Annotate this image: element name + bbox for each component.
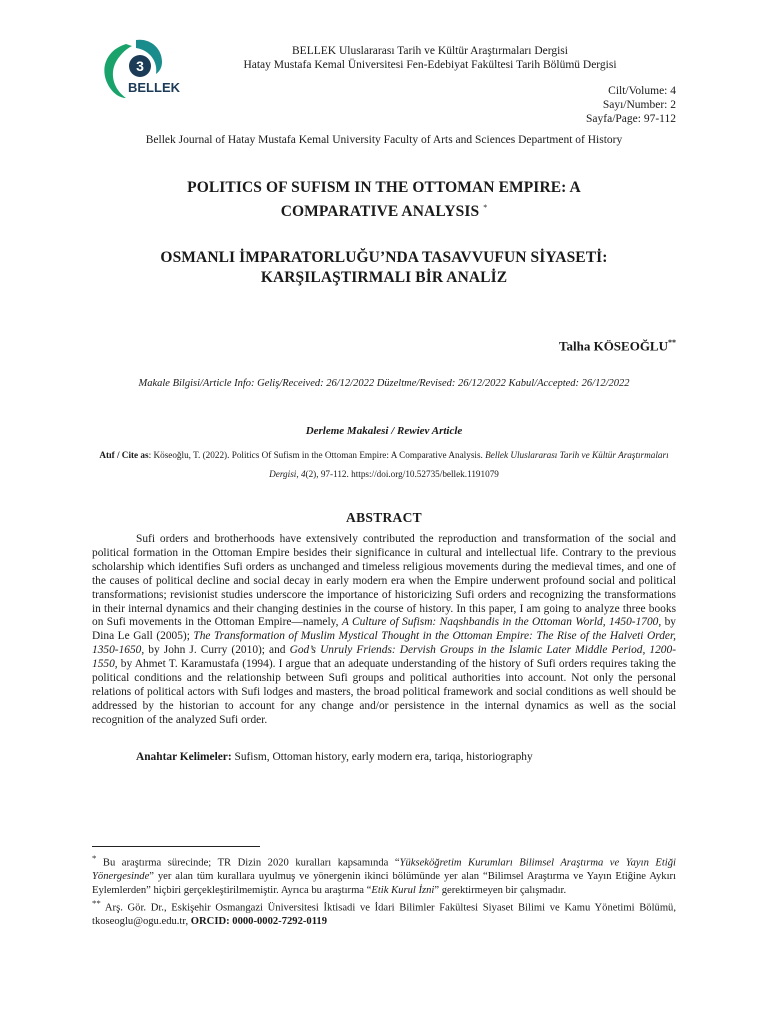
footnote-2-text: Arş. Gör. Dr., Eskişehir Osmangazi Üniversitesi İktisadi ve İdari Bilimler Fakültesi Siyaset Bilimi ve Kamu Yönetimi Bölümü, tkoseoglu@ogu.edu.tr, — [92, 902, 676, 928]
footnote-1-text-a: Bu araştırma sürecinde; TR Dizin 2020 kuralları kapsamında “ — [96, 857, 400, 869]
citation-sep: , — [296, 469, 301, 479]
abstract-text-1: Sufi orders and brotherhoods have extensively contributed the reproduction and transformation of the social and political formation in the Ottoman Empire besides their significance in cultural and intellectual life. Contrary to the previous scholarship which identifies Sufi orders as unchanged and timeless religious movements during the medieval times, and one of the causes of political decline and social decay in early modern era when the Empire underwent profound social and political transformations; revisionist studies underscore the importance of historicizing Sufi orders and recognizing the transformations in their internal dynamics and their changing destinies in the course of history. In this paper, I am going to analyze three books on Sufi movements in the Ottoman Empire—namely, — [92, 533, 676, 629]
citation-journal: Bellek Uluslararası Tarih ve Kültür Araştırmaları Dergisi — [269, 450, 669, 479]
issue-number-label: Sayı/Number: 2 — [602, 99, 676, 111]
title-en-line2 — [120, 198, 648, 222]
footnote-2-mark: ** — [92, 898, 101, 909]
title-tr-line2: KARŞILAŞTIRMALI BİR ANALİZ — [260, 269, 508, 286]
author-name — [559, 338, 676, 354]
abstract-text-3: , by John J. Curry (2010); and — [141, 644, 290, 657]
article-type: Derleme Makalesi / Rewiev Article — [305, 425, 463, 437]
title-tr-line1: OSMANLI İMPARATORLUĞU’NDA TASAVVUFUN SİYASETİ: — [160, 249, 608, 266]
footnote-divider — [92, 846, 260, 847]
citation-volume: 4 — [300, 469, 306, 479]
title-english — [120, 178, 648, 222]
keywords-label: Anahtar Kelimeler: — [136, 751, 232, 763]
abstract-text-4: , by Ahmet T. Karamustafa (1994). I argue that an adequate understanding of the history of Sufi orders requires taking the political conditions and the relationship between Sufi groups and political authorities into account. Not only the personal relations of political actors with Sufi lodges and masters, the broad political framework and social conditions as well should be addressed by the historian to account for any change and/or persistence in the internal dynamics as well as the social recognition of the analyzed Sufi order. — [92, 658, 676, 726]
journal-name-tr: BELLEK Uluslararası Tarih ve Kültür Araştırmaları Dergisi — [292, 45, 568, 57]
footnote-1 — [92, 852, 676, 897]
title-turkish — [120, 248, 648, 288]
page-range-label: Sayfa/Page: 97-112 — [586, 113, 676, 125]
journal-name-en: Bellek Journal of Hatay Mustafa Kemal University Faculty of Arts and Sciences Department of History — [145, 134, 623, 146]
title-en-line2-text: COMPARATIVE ANALYSIS — [280, 203, 480, 221]
abstract-heading: ABSTRACT — [346, 510, 422, 525]
footnote-1-mark: * — [92, 853, 97, 863]
footnotes — [92, 852, 676, 929]
footnote-2-orcid[interactable]: ORCID: 0000-0002-7292-0119 — [190, 916, 328, 928]
volume-label: Cilt/Volume: 4 — [608, 85, 676, 97]
citation-block — [92, 446, 676, 484]
footnote-1-text-b: ” yer alan tüm kurallara uyulmuş ve yönergenin ikinci bölümünde yer alan “Bilimsel Araştırma ve Yayın Etiğine Aykırı Eylemlerden” hiçbiri gerçekleştirilmemiştir. Ayrıca bu araştırma “ — [92, 871, 676, 896]
logo-number: 3 — [136, 58, 144, 74]
abstract-book-3: God’s Unruly Friends: Dervish Groups in the Islamic Later Middle Period, 1200-1550 — [92, 644, 676, 671]
keywords-text: Sufism, Ottoman history, early modern era, tariqa, historiography — [231, 751, 533, 763]
title-en-line1: POLITICS OF SUFISM IN THE OTTOMAN EMPIRE: A — [187, 179, 581, 196]
bellek-logo — [96, 36, 192, 102]
footnote-1-italic-1: Yükseköğretim Kurumları Bilimsel Araştırma ve Yayın Etiği Yönergesinde — [92, 857, 676, 883]
title-footnote-mark[interactable]: * — [483, 203, 488, 212]
footnote-1-italic-2: Etik Kurul İzni — [371, 884, 435, 896]
citation-doi[interactable]: (2), 97-112. https://doi.org/10.52735/bellek.1191079 — [305, 469, 499, 479]
footnote-2 — [92, 897, 676, 929]
abstract-body — [92, 533, 676, 728]
footnote-1-text-c: ” gerektirmeyen bir çalışmadır. — [434, 884, 567, 896]
author-name-text: Talha KÖSEOĞLU — [559, 338, 668, 354]
author-footnote-mark[interactable]: ** — [668, 338, 676, 347]
abstract-book-1: A Culture of Sufism: Naqshbandis in the Ottoman World, 1450-1700 — [341, 616, 659, 629]
keywords — [136, 751, 676, 763]
journal-department-tr: Hatay Mustafa Kemal Üniversitesi Fen-Edebiyat Fakültesi Tarih Bölümü Dergisi — [243, 59, 617, 71]
abstract-book-2: The Transformation of Muslim Mystical Thought in the Ottoman Empire: The Rise of the Halveti Order, 1350-1650 — [92, 630, 676, 657]
citation-text: : Köseoğlu, T. (2022). Politics Of Sufism in the Ottoman Empire: A Comparative Analysis. — [148, 450, 486, 460]
citation-label: Atıf / Cite as — [99, 450, 149, 460]
abstract-text-2: , by Dina Le Gall (2005); — [92, 616, 676, 643]
article-info-dates: Makale Bilgisi/Article Info: Geliş/Received: 26/12/2022 Düzeltme/Revised: 26/12/2022 Kabul/Accepted: 26/12/2022 — [138, 378, 630, 389]
logo-wordmark: BELLEK — [128, 80, 180, 95]
